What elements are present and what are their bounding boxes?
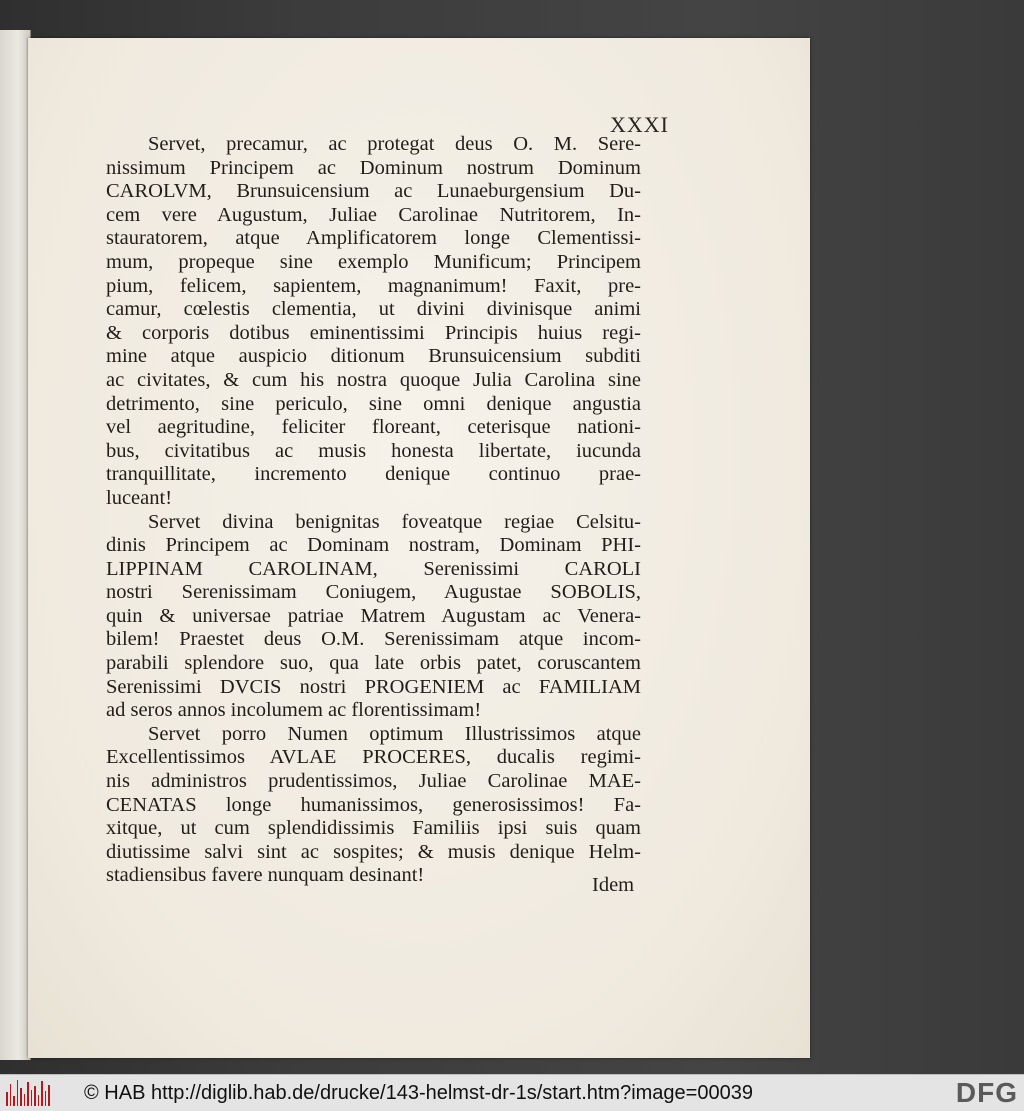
logo-bar <box>34 1086 36 1106</box>
logo-bar <box>31 1090 33 1106</box>
logo-bar <box>13 1096 15 1106</box>
logo-bar <box>45 1091 47 1106</box>
catchword: Idem <box>592 874 635 896</box>
text-line: camur, cœlestis clementia, ut divini divinisque animi <box>106 298 641 321</box>
logo-bar <box>6 1092 8 1106</box>
logo-bar <box>27 1082 29 1106</box>
logo-bar <box>20 1088 22 1106</box>
text-line: diutissime salvi sint ac sospites; & musis denique Helm- <box>106 840 641 863</box>
text-line: stadiensibus favere nunquam desinant! <box>106 864 425 887</box>
text-line: detrimento, sine periculo, sine omni denique angustia <box>106 392 641 415</box>
text-line: parabili splendore suo, qua late orbis patet, coruscantem <box>106 652 641 675</box>
logo-bar <box>17 1080 19 1106</box>
text-line: Excellentissimos AVLAE PROCERES, ducalis regimi- <box>106 746 641 769</box>
text-line: nostri Serenissimam Coniugem, Augustae SOBOLIS, <box>106 581 641 604</box>
logo-bar <box>48 1085 50 1106</box>
text-line: ac civitates, & cum his nostra quoque Julia Carolina sine <box>106 368 641 391</box>
logo-bar <box>41 1081 43 1106</box>
logo-bar <box>10 1084 12 1106</box>
dfg-logo: DFG <box>955 1077 1018 1108</box>
text-line: & corporis dotibus eminentissimi Principis huius regi- <box>106 321 641 344</box>
text-line: Servet, precamur, ac protegat deus O. M. Sere- <box>148 133 641 155</box>
text-line: pium, felicem, sapientem, magnanimum! Faxit, pre- <box>106 274 641 297</box>
text-line: ad seros annos incolumem ac florentissimam! <box>106 699 482 722</box>
text-line: Servet divina benignitas foveatque regiae Celsitu- <box>148 510 641 533</box>
text-line: luceant! <box>106 486 173 509</box>
text-line: nissimum Principem ac Dominum nostrum Dominum <box>106 156 641 179</box>
text-line: Serenissimi DVCIS nostri PROGENIEM ac FAMILIAM <box>106 675 641 698</box>
text-line: CAROLVM, Brunsuicensium ac Lunaeburgensium Du- <box>106 180 641 203</box>
text-line: mine atque auspicio ditionum Brunsuicensium subditi <box>106 345 641 368</box>
text-line: bus, civitatibus ac musis honesta libertate, iucunda <box>106 439 641 462</box>
text-line: mum, propeque sine exemplo Munificum; Principem <box>106 250 641 273</box>
hab-barcode-logo-icon <box>6 1080 50 1106</box>
page-number: XXXI <box>610 112 669 137</box>
text-line: LIPPINAM CAROLINAM, Serenissimi CAROLI <box>106 557 641 580</box>
text-line: quin & universae patriae Matrem Augustam ac Venera- <box>106 604 641 627</box>
text-line: vel aegritudine, feliciter floreant, ceterisque nationi- <box>106 416 641 439</box>
page-body-text <box>106 133 641 888</box>
logo-bar <box>24 1094 26 1106</box>
copyright-url[interactable]: © HAB http://diglib.hab.de/drucke/143-helmst-dr-1s/start.htm?image=00039 <box>84 1081 753 1104</box>
text-line: nis administros prudentissimos, Juliae Carolinae MAE- <box>106 770 641 793</box>
text-line: stauratorem, atque Amplificatorem longe Clementissi- <box>106 227 641 250</box>
text-line: xitque, ut cum splendidissimis Familiis ipsi suis quam <box>106 817 641 840</box>
text-line: bilem! Praestet deus O.M. Serenissimam atque incom- <box>106 628 641 651</box>
text-line: cem vere Augustum, Juliae Carolinae Nutritorem, In- <box>106 203 641 226</box>
text-line: dinis Principem ac Dominam nostram, Dominam PHI- <box>106 534 641 557</box>
logo-bar <box>38 1095 40 1106</box>
text-line: CENATAS longe humanissimos, generosissimos! Fa- <box>106 793 641 816</box>
text-line: Servet porro Numen optimum Illustrissimos atque <box>148 722 641 745</box>
footer-bar <box>0 1074 1024 1111</box>
facing-page-edge <box>0 30 31 1060</box>
text-line: tranquillitate, incremento denique continuo prae- <box>106 463 641 486</box>
